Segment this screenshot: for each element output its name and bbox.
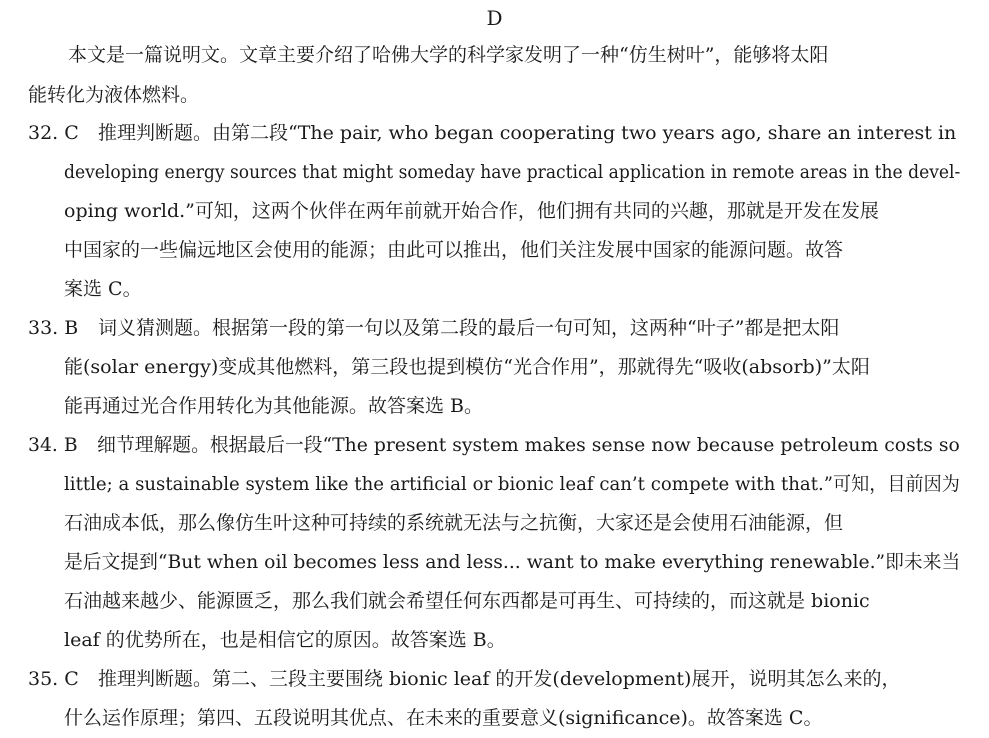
answer-34-line-4: 是后文提到“But when oil becomes less and less... want to make everything renewable.”即未来当	[64, 551, 961, 573]
answer-32-line-4: 中国家的一些偏远地区会使用的能源；由此可以推出，他们关注发展中国家的能源问题。故答	[64, 239, 844, 261]
answer-35-header	[28, 664, 900, 694]
answer-34-line-1: 细节理解题。根据最后一段“The present system makes sense now because petroleum costs so	[97, 434, 960, 456]
answer-34-line-2: little; a sustainable system like the artificial or bionic leaf can’t compete with that.”可知，目前因为	[64, 473, 960, 495]
answer-35-number: 35. C	[28, 668, 79, 690]
answer-32-line-2: developing energy sources that might someday have practical application in remote areas in the devel-	[64, 161, 961, 183]
answer-33-line-1: 词义猜测题。根据第一段的第一句以及第二段的最后一句可知，这两种“叶子”都是把太阳	[98, 317, 840, 339]
answer-32-line-3: oping world.”可知，这两个伙伴在两年前就开始合作，他们拥有共同的兴趣，那就是开发在发展	[64, 200, 879, 222]
answer-32-line-1: 推理判断题。由第二段“The pair, who began cooperating two years ago, share an interest in	[98, 122, 957, 144]
answer-34-line-3: 石油成本低，那么像仿生叶这种可持续的系统就无法与之抗衡，大家还是会使用石油能源，但	[64, 512, 844, 534]
answer-33-header	[28, 313, 839, 343]
answer-34-number: 34. B	[28, 434, 78, 456]
answer-35-line-1: 推理判断题。第二、三段主要围绕 bionic leaf 的开发(development)展开，说明其怎么来的，	[98, 668, 901, 690]
answer-32-header	[28, 118, 956, 148]
answer-35-line-2: 什么运作原理；第四、五段说明其优点、在未来的重要意义(significance)。故答案选 C。	[64, 707, 823, 729]
answer-34-line-6: leaf 的优势所在，也是相信它的原因。故答案选 B。	[64, 629, 506, 651]
answer-33-line-3: 能再通过光合作用转化为其他能源。故答案选 B。	[64, 395, 484, 417]
answer-34-header	[28, 430, 960, 460]
answer-32-number: 32. C	[28, 122, 79, 144]
answer-33-line-2: 能(solar energy)变成其他燃料，第三段也提到模仿“光合作用”，那就得先“吸收(absorb)”太阳	[64, 356, 870, 378]
answer-34-line-5: 石油越来越少、能源匮乏，那么我们就会希望任何东西都是可再生、可持续的，而这就是 bionic	[64, 590, 870, 612]
answer-33-number: 33. B	[28, 317, 79, 339]
section-title: D	[486, 6, 503, 30]
intro-line-1: 本文是一篇说明文。文章主要介绍了哈佛大学的科学家发明了一种“仿生树叶”，能够将太阳	[68, 44, 829, 66]
intro-line-2: 能转化为液体燃料。	[28, 84, 200, 106]
answer-32-line-5: 案选 C。	[64, 278, 142, 300]
